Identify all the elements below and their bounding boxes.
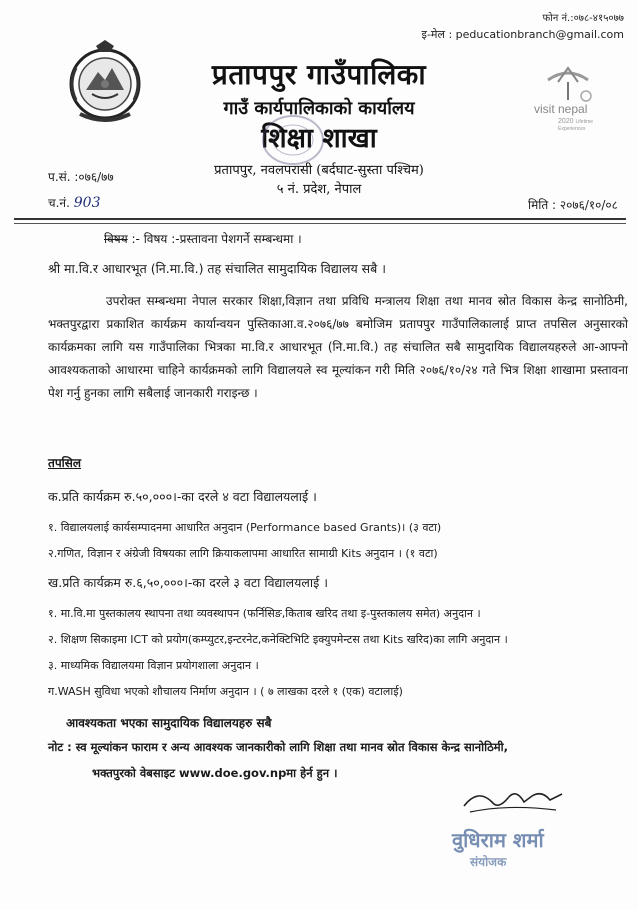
visit-nepal-text: visit nepal [534,102,588,116]
handwritten-signature [458,780,568,820]
body-paragraph [48,290,628,445]
section-kha-item-1: १. मा.वि.मा पुस्तकालय स्थापना तथा व्यवस्थापन (फर्निसिङ,किताब खरिद तथा इ-पुस्तकालय समेत) अनुदान । [48,607,481,620]
section-ka-item-1: १. विद्यालयलाई कार्यसम्पादनमा आधारित अनुदान (Performance based Grants)। (३ वटा) [48,521,442,534]
email-address: peducationbranch@gmail.com [455,28,624,41]
addressee: श्री मा.वि.र आधारभूत (नि.मा.वि.) तह संचालित सामुदायिक विद्यालय सबै । [48,261,386,276]
reference-number: प.सं. :०७६/७७ [48,170,114,184]
section-kha-item-3: ३. माध्यमिक विद्यालयमा विज्ञान प्रयोगशाला अनुदान । [48,659,259,672]
subject-text: :- विषय :-प्रस्तावना पेशगर्ने सम्बन्धमा । [131,232,302,246]
signatory-stamp [452,826,602,886]
visit-nepal-tag: Lifetime Experiences [558,119,594,132]
note-line-1: नोट : स्व मूल्यांकन फाराम र अन्य आवश्यक जानकारीको लागि शिक्षा तथा मानव स्रोत विकास केन्द्र सानोठिमी, [48,740,508,754]
section-kha-item-2: २. शिक्षण सिकाइमा ICT को प्रयोग(कम्प्युटर,इन्टरनेट,कनेक्टिभिटि इक्युपमेन्टस तथा Kits खरिद)का लागि अनुदान । [48,633,508,646]
recipients-line: आवश्यकता भएका सामुदायिक विद्यालयहरु सबै [66,716,272,730]
address-line-1: प्रतापपुर, नवलपरासी (बर्दघाट-सुस्ता पश्चिम) [214,163,424,178]
subject-line [104,228,302,250]
section-ga-line: ग.WASH सुविधा भएको शौचालय निर्माण अनुदान । ( ७ लाखका दरले १ (एक) वटालाई) [48,685,403,698]
signatory-name: वुधिराम शर्मा [452,828,544,852]
header-divider-thin [14,223,626,224]
body-paragraph-text: उपरोक्त सम्बन्धमा नेपाल सरकार शिक्षा,विज्ञान तथा प्रविधि मन्त्रालय शिक्षा तथा मानव स्रोत विकास केन्द्र सानोठिमी, भक्तपुरद्वारा प्रकाशित कार्यक्रम कार्यान्वयन पुस्तिकाआ.व.२०७६/७७ बमोजिम प्रतापपुर गाउँपालिकालाई प्राप्त तपसिल अनुसारको कार्यक्रमका लागि यस गाउँपालिका भित्रका मा.वि.र आधारभूत (नि.मा.वि.) तह संचालित सबै सामुदायिक विद्यालयहरुले आ-आफ्नो आवश्यकताको आधारमा चाहिने कार्यक्रमको लागि विद्यालयले स्व मूल्यांकन गरी मिति २०७६/१०/२४ गते भित्र शिक्षा शाखामा प्रस्तावना पेश गर्नु हुनका लागि सबैलाई जानकारी गराइन्छ । [48,294,628,400]
address-line-2: ५ नं. प्रदेश, नेपाल [276,182,362,197]
municipality-name: प्रतापपुर गाउँपालिका [211,58,427,91]
office-name: गाउँ कार्यपालिकाको कार्यालय [223,98,415,119]
note-line-2: भक्तपुरको वेबसाइट www.doe.gov.npमा हेर्न हुन । [92,766,338,780]
email-label: इ-मेल : [421,28,453,41]
dispatch-value: 903 [73,195,101,211]
dispatch-number [48,194,100,211]
visit-nepal-year: 2020 [558,118,574,125]
dispatch-label: च.नं. [48,196,70,210]
branch-name: शिक्षा शाखा [261,123,377,154]
signatory-role: संयोजक [470,855,507,869]
section-ka-heading: क.प्रति कार्यक्रम रु.५०,०००।-का दरले ४ वटा विद्यालयलाई । [48,489,317,504]
subject-struck-word: विषय [104,232,128,246]
section-ka-item-2: २.गणित, विज्ञान र अंग्रेजी विषयका लागि क्रियाकलापमा आधारित सामाग्री Kits अनुदान । (१ वटा) [48,547,438,560]
tapasil-heading: तपसिल [48,456,82,470]
section-kha-heading: ख.प्रति कार्यक्रम रु.६,५०,०००।-का दरले ३ वटा विद्यालयलाई । [48,575,328,590]
email-line [422,28,624,42]
letter-date: मिति : २०७६/१०/०८ [528,198,618,212]
phone-number: फोन नं.:०७८-४१५०७७ [542,13,624,24]
header-divider [14,218,626,220]
